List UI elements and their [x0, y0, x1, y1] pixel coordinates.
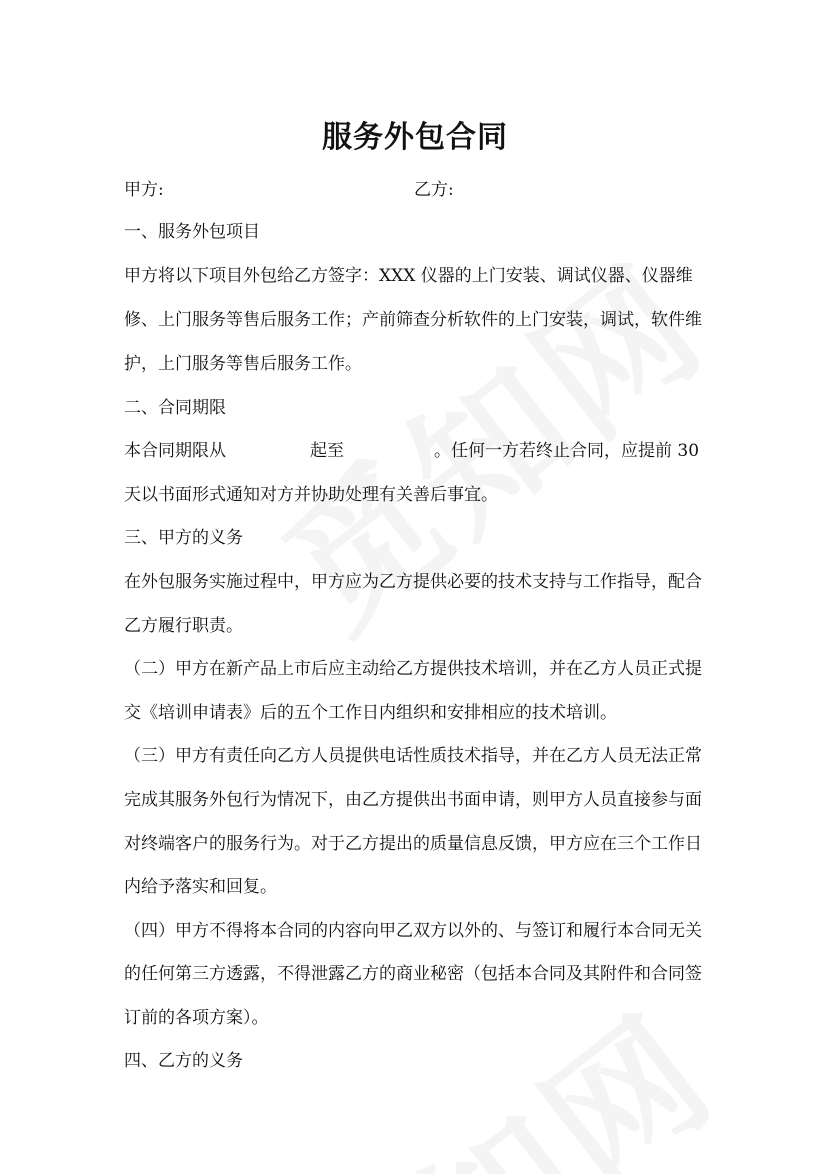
term-line: [124, 437, 704, 465]
paragraph-line: （三）甲方有责任向乙方人员提供电话性质技术指导，并在乙方人员无法正常: [124, 746, 702, 766]
paragraph-line: 内给予落实和回复。: [124, 877, 277, 897]
paragraph-line: 的任何第三方透露，不得泄露乙方的商业秘密（包括本合同及其附件和合同签: [124, 964, 702, 984]
section-heading: 二、合同期限: [124, 398, 226, 418]
paragraph-line: 甲方将以下项目外包给乙方签字：XXX 仪器的上门安装、调试仪器、仪器维: [124, 266, 693, 286]
section-heading: 一、服务外包项目: [124, 222, 260, 242]
party-a-label: 甲方:: [124, 180, 164, 200]
term-from-text: 本合同期限从: [124, 441, 226, 461]
document-title: 服务外包合同: [322, 120, 508, 155]
paragraph-line: （四）甲方不得将本合同的内容向甲乙双方以外的、与签订和履行本合同无关: [124, 921, 702, 941]
paragraph-line: 订前的各项方案）。: [124, 1008, 269, 1028]
paragraph-line: 对终端客户的服务行为。对于乙方提出的质量信息反馈，甲方应在三个工作日: [124, 834, 702, 854]
term-to-text: 起至: [310, 441, 344, 461]
party-labels: [124, 175, 724, 203]
paragraph-line: 交《培训申请表》后的五个工作日内组织和安排相应的技术培训。: [124, 703, 617, 723]
paragraph-line: 天以书面形式通知对方并协助处理有关善后事宜。: [124, 485, 498, 505]
paragraph-line: 护，上门服务等售后服务工作。: [124, 354, 362, 374]
paragraph-line: 修、上门服务等售后服务工作；产前筛查分析软件的上门安装，调试，软件维: [124, 310, 702, 330]
watermark: [244, 957, 751, 1174]
paragraph-line: 乙方履行职责。: [124, 616, 243, 636]
party-b-label: 乙方:: [414, 180, 454, 200]
section-heading: 三、甲方的义务: [124, 528, 243, 548]
section-heading: 四、乙方的义务: [124, 1051, 243, 1071]
term-notice-text: 。任何一方若终止合同，应提前 30: [434, 441, 700, 461]
paragraph-line: 在外包服务实施过程中，甲方应为乙方提供必要的技术支持与工作指导，配合: [124, 572, 702, 592]
paragraph-line: 完成其服务外包行为情况下，由乙方提供出书面申请，则甲方人员直接参与面: [124, 790, 702, 810]
paragraph-line: （二）甲方在新产品上市后应主动给乙方提供技术培训，并在乙方人员正式提: [124, 659, 702, 679]
